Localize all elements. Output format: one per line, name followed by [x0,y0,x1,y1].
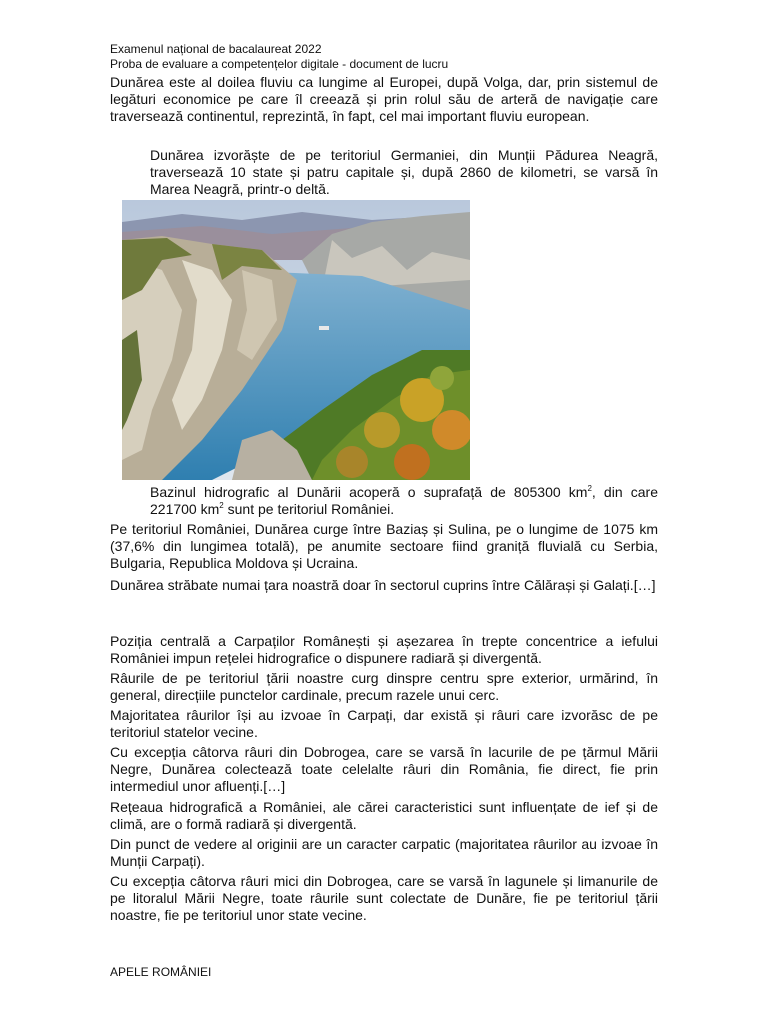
basin-area-unit-exponent: 2 [587,484,592,493]
document-footer: APELE ROMÂNIEI [110,965,212,979]
header-exam-title: Examenul național de bacalaureat 2022 [110,42,322,56]
paragraph-rivers-direction: Râurile de pe teritoriul țării noastre curg dinspre centru spre exterior, urmărind, în general, direcțiile punctelor cardinale, precum razele unui cerc. [110,670,658,703]
paragraph-danube-intro: Dunărea este al doilea fluviu ca lungime al Europei, după Volga, dar, prin sistemul de legături economice pe care îl creează și prin rolul său de arteră de navigație care traversează continentul, reprezintă, în fapt, cel mai important fluviu european. [110,74,658,124]
paragraph-danube-collects: Cu excepția câtorva râuri din Dobrogea, care se varsă în lacurile de pe țărmul Mării Negre, Dunărea colectează toate celelalte râuri din România, fie direct, fie prin intermediul unor afluenți.[…] [110,744,658,794]
header-subtitle: Proba de evaluare a competențelor digitale - document de lucru [110,57,449,71]
paragraph-danube-sector: Dunărea străbate numai țara noastră doar în sectorul cuprins între Călărași și Galați.[…] [110,577,656,593]
basin-romania-text-end: sunt pe teritoriul României. [223,501,395,517]
paragraph-rivers-sources: Majoritatea râurilor își au izvoae în Carpați, dar există și râuri care izvorăsc de pe teritoriul statelor vecine. [110,707,658,740]
paragraph-network-shape: Rețeaua hidrografică a României, ale cărei caracteristici sunt influențate de ief și de climă, are o formă radiară și divergentă. [110,799,658,832]
paragraph-basin-area [150,484,658,518]
paragraph-danube-source: Dunărea izvorăște de pe teritoriul Germaniei, din Munții Pădurea Neagră, traversează 10 state și patru capitale și, după 2860 de kilometri, se varsă în Marea Neagră, printr-o deltă. [150,147,658,197]
document-header [110,42,448,72]
danube-gorge-photo [122,200,470,480]
paragraph-origin-character: Din punct de vedere al originii are un caracter carpatic (majoritatea râurilor au izvoae în Munții Carpați). [110,836,658,869]
basin-area-text: Bazinul hidrografic al Dunării acoperă o suprafață de 805300 km [150,484,588,500]
basin-romania-text: , din care 221700 km [150,484,658,517]
paragraph-dobrogea-exception: Cu excepția câtorva râuri mici din Dobrogea, care se varsă în lagunele și limanurile de pe litoralul Mării Negre, toate râurile sunt colectate de Dunăre, fie pe teritoriul țării noastre, fie pe teritoriul unor state vecine. [110,873,658,923]
paragraph-carpathians-position: Poziția centrală a Carpaților Românești și așezarea în trepte concentrice a iefului României impun rețelei hidrografice o dispunere radiară și divergentă. [110,633,658,666]
basin-romania-unit-exponent: 2 [219,501,224,510]
paragraph-danube-romania: Pe teritoriul României, Dunărea curge între Baziaș și Sulina, pe o lungime de 1075 km (37,6% din lungimea totală), pe anumite sectoare fiind graniță fluvială cu Serbia, Bulgaria, Republica Moldova și Ucraina. [110,521,658,571]
